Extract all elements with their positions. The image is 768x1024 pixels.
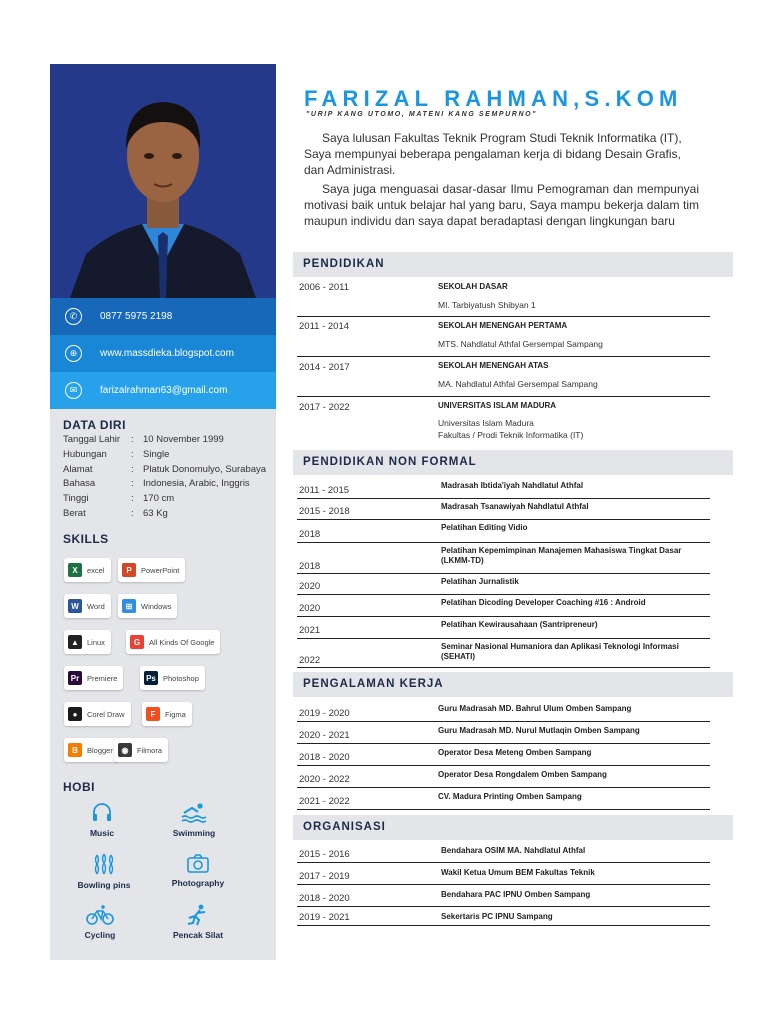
- year-text: 2017 - 2019: [299, 871, 350, 882]
- globe-icon: ⊕: [65, 345, 82, 362]
- skill-label: Corel Draw: [87, 709, 125, 719]
- skill-corel-draw: [64, 702, 131, 726]
- linux-logo-icon: ▲: [68, 635, 82, 649]
- about-paragraph-2: Saya juga menguasai dasar-dasar Ilmu Pemograman dan mempunyai motivasi baik untuk belajar hal yang baru, Saya mampu bekerja dalam tim maupun individu dan saya dapat beradaptasi dengan lingkungan baru: [304, 182, 699, 228]
- data-diri-row: Tanggal Lahir : 10 November 1999: [63, 434, 224, 445]
- year-text: 2018 - 2020: [299, 893, 350, 904]
- data-diri-row: Alamat : Platuk Donomulyo, Surabaya: [63, 463, 267, 475]
- section-pengalaman-kerja: PENGALAMAN KERJA: [293, 672, 733, 697]
- year-text: 2020: [299, 581, 321, 592]
- non-formal-row: [297, 617, 710, 639]
- data-diri-row: Tinggi : 170 cm: [63, 493, 175, 505]
- entry-title: Pelatihan Kepemimpinan Manajemen Mahasiswa Tingkat Dasar (LKMM-TD): [441, 546, 682, 565]
- motto: "URIP KANG UTOMO, MATENI KANG SEMPURNO": [306, 111, 538, 118]
- work-row: [297, 745, 710, 766]
- organization-row: [297, 909, 710, 926]
- skill-blogger: [64, 738, 119, 762]
- non-formal-row: [297, 574, 710, 595]
- hobby-swimming: Swimming: [154, 800, 234, 838]
- education-row: 2017 - 2022 UNIVERSITAS ISLAM MADURA Universitas Islam Madura Fakultas / Prodi Teknik Informatika (IT): [299, 401, 584, 440]
- entry-title: Seminar Nasional Humaniora dan Aplikasi Teknologi Informasi (SEHATI): [441, 642, 679, 661]
- year-text: 2018 - 2020: [299, 752, 350, 763]
- non-formal-row: [297, 478, 710, 499]
- filmora-logo-icon: ◉: [118, 743, 132, 757]
- skill-label: PowerPoint: [141, 565, 180, 575]
- word-logo-icon: W: [68, 599, 82, 613]
- skill-label: Word: [87, 601, 105, 611]
- non-formal-row: [297, 520, 710, 543]
- year-text: 2015 - 2018: [299, 506, 350, 517]
- year-text: 2018: [299, 529, 321, 540]
- section-non-formal: PENDIDIKAN NON FORMAL: [293, 450, 733, 475]
- work-row: [297, 767, 710, 788]
- section-pendidikan: PENDIDIKAN: [293, 252, 733, 277]
- data-diri-heading: DATA DIRI: [63, 418, 126, 432]
- data-diri-row: Bahasa : Indonesia, Arabic, Inggris: [63, 478, 250, 490]
- windows-logo-icon: ⊞: [122, 599, 136, 613]
- website-text: www.massdieka.blogspot.com: [100, 348, 234, 359]
- work-row: [297, 789, 710, 810]
- hobby-bowling: Bowling pins: [64, 852, 144, 890]
- email-text: farizalrahman63@gmail.com: [100, 385, 228, 396]
- data-diri-list: [63, 434, 273, 523]
- corel-draw-logo-icon: ●: [68, 707, 82, 721]
- skill-label: All Kinds Of Google: [149, 637, 215, 647]
- year-text: 2021 - 2022: [299, 796, 350, 807]
- skill-figma: [142, 702, 192, 726]
- work-row: [297, 701, 710, 722]
- data-diri-row: Berat : 63 Kg: [63, 507, 168, 519]
- entry-title: Operator Desa Rongdalem Omben Sampang: [438, 770, 607, 779]
- entry-title: Madrasah Tsanawiyah Nahdlatul Athfal: [441, 502, 589, 511]
- non-formal-row: [297, 499, 710, 520]
- year-text: 2020 - 2022: [299, 774, 350, 785]
- organization-row: [297, 843, 710, 863]
- education-row: 2011 - 2014 SEKOLAH MENENGAH PERTAMA MTS. Nahdlatul Athfal Gersempal Sampang: [297, 317, 710, 357]
- headphones-icon: [90, 800, 114, 824]
- non-formal-row: [297, 639, 710, 668]
- entry-title: CV. Madura Printing Omben Sampang: [438, 792, 582, 801]
- skill-word: [64, 594, 111, 618]
- skill-photoshop: [140, 666, 205, 690]
- skill-label: Blogger: [87, 745, 113, 755]
- skill-excel: [64, 558, 111, 582]
- mail-icon: ✉: [65, 382, 82, 399]
- skill-label: Premiere: [87, 673, 118, 683]
- year-text: 2011 - 2015: [299, 485, 350, 496]
- hobby-photography: Photography: [158, 852, 238, 888]
- skills-heading: SKILLS: [63, 532, 109, 546]
- phone-icon: ✆: [65, 308, 82, 325]
- non-formal-row: [297, 595, 710, 617]
- portrait-illustration: [50, 64, 276, 298]
- non-formal-row: [297, 543, 710, 574]
- year-text: 2018: [299, 561, 321, 572]
- figma-logo-icon: F: [146, 707, 160, 721]
- powerpoint-logo-icon: P: [122, 563, 136, 577]
- year-text: 2019 - 2021: [299, 912, 350, 923]
- entry-title: Sekertaris PC IPNU Sampang: [441, 912, 553, 921]
- profile-photo: [50, 64, 276, 298]
- about-paragraph-1: Saya lulusan Fakultas Teknik Program Studi Teknik Informatika (IT), Saya mempunyai beberapa pengalaman kerja di bidang Desain Grafis, dan Administrasi.: [304, 131, 682, 177]
- martial-arts-icon: [185, 904, 211, 926]
- organization-row: [297, 887, 710, 907]
- year-text: 2015 - 2016: [299, 849, 350, 860]
- skill-label: Filmora: [137, 745, 163, 755]
- entry-title: Guru Madrasah MD. Bahrul Ulum Omben Sampang: [438, 704, 632, 713]
- camera-icon: [186, 852, 210, 874]
- skill-label: Figma: [165, 709, 186, 719]
- skill-label: Windows: [141, 601, 172, 611]
- skill-powerpoint: [118, 558, 185, 582]
- year-text: 2020: [299, 603, 321, 614]
- bicycle-icon: [86, 904, 114, 926]
- entry-title: Bendahara PAC IPNU Omben Sampang: [441, 890, 591, 899]
- entry-title: Pelatihan Dicoding Developer Coaching #16 : Android: [441, 598, 646, 607]
- photoshop-logo-icon: Ps: [144, 671, 158, 685]
- data-diri-row: Hubungan : Single: [63, 448, 170, 460]
- skill-label: Linux: [87, 637, 105, 647]
- entry-title: Operator Desa Meteng Omben Sampang: [438, 748, 592, 757]
- person-name: FARIZAL RAHMAN,S.KOM: [304, 86, 683, 111]
- skill-filmora: [114, 738, 168, 762]
- work-row: [297, 723, 710, 744]
- year-text: 2020 - 2021: [299, 730, 350, 741]
- skill-all-kinds-of-google: [126, 630, 220, 654]
- sidebar: [50, 64, 276, 960]
- skill-label: Photoshop: [163, 673, 199, 683]
- entry-title: Bendahara OSIM MA. Nahdlatul Athfal: [441, 846, 586, 855]
- organization-row: [297, 865, 710, 885]
- education-row: 2006 - 2011 SEKOLAH DASAR MI. Tarbiyatush Shibyan 1: [297, 278, 710, 317]
- hobby-music: Music: [62, 800, 142, 838]
- year-text: 2019 - 2020: [299, 708, 350, 719]
- hobi-heading: HOBI: [63, 780, 95, 794]
- year-text: 2021: [299, 625, 321, 636]
- premiere-logo-icon: Pr: [68, 671, 82, 685]
- hobby-pencak-silat: Pencak Silat: [158, 904, 238, 940]
- skill-label: excel: [87, 565, 105, 575]
- entry-title: Wakil Ketua Umum BEM Fakultas Teknik: [441, 868, 595, 877]
- contact-phone[interactable]: [50, 298, 276, 335]
- entry-title: Pelatihan Kewirausahaan (Santripreneur): [441, 620, 598, 629]
- phone-text: 0877 5975 2198: [100, 311, 173, 322]
- bowling-pins-icon: [91, 852, 117, 876]
- entry-title: Pelatihan Jurnalistik: [441, 577, 519, 586]
- entry-title: Madrasah Ibtida'iyah Nahdlatul Athfal: [441, 481, 584, 490]
- contact-website[interactable]: [50, 335, 276, 372]
- skill-linux: [64, 630, 111, 654]
- contact-email[interactable]: [50, 372, 276, 409]
- skill-premiere: [64, 666, 123, 690]
- year-text: 2022: [299, 655, 321, 666]
- all-kinds-of-google-logo-icon: G: [130, 635, 144, 649]
- swimming-icon: [180, 800, 208, 824]
- entry-title: Guru Madrasah MD. Nurul Mutlaqin Omben Sampang: [438, 726, 640, 735]
- entry-title: Pelatihan Editing Vidio: [441, 523, 528, 532]
- excel-logo-icon: X: [68, 563, 82, 577]
- section-organisasi: ORGANISASI: [293, 815, 733, 840]
- skill-windows: [118, 594, 177, 618]
- hobby-cycling: Cycling: [60, 904, 140, 940]
- education-row: 2014 - 2017 SEKOLAH MENENGAH ATAS MA. Nahdlatul Athfal Gersempal Sampang: [297, 357, 710, 397]
- blogger-logo-icon: B: [68, 743, 82, 757]
